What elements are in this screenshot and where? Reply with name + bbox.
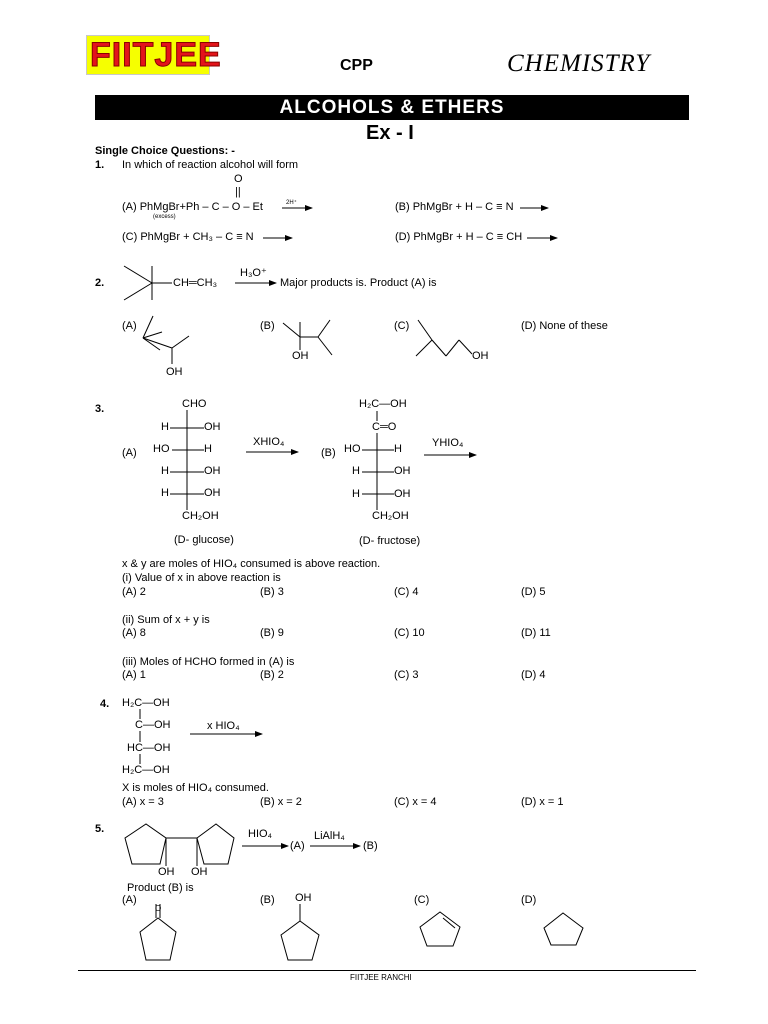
q5-option-a-cyclopentanone xyxy=(140,904,176,960)
glucose-c5-left: H xyxy=(161,487,169,499)
q4-stem: X is moles of HIO₄ consumed. xyxy=(122,782,269,794)
cpp-label: CPP xyxy=(340,57,373,74)
q5-b-oh: OH xyxy=(295,892,312,904)
q2-a-oh: OH xyxy=(166,366,183,378)
q3-number: 3. xyxy=(95,403,105,415)
fructose-c5-left: H xyxy=(352,488,360,500)
q2-number: 2. xyxy=(95,277,105,289)
q2-option-d: (D) None of these xyxy=(521,320,608,332)
q3-i-option-b: (B) 3 xyxy=(260,586,284,598)
q3-iii-option-c: (C) 3 xyxy=(394,669,419,681)
glucose-c6: CH₂OH xyxy=(182,510,219,522)
subject-title: CHEMISTRY xyxy=(507,50,651,77)
q5-text: Product (B) is xyxy=(127,882,194,894)
q2-option-a: (A) xyxy=(122,320,137,332)
footer-text: FIITJEE RANCHI xyxy=(350,973,412,982)
q3-label-b: (B) xyxy=(321,447,336,459)
q1-number: 1. xyxy=(95,159,105,171)
q3-i-option-a: (A) 2 xyxy=(122,586,146,598)
glucose-backbone xyxy=(170,410,204,510)
q5-option-c-cyclopentene xyxy=(420,912,460,946)
q4-row-2: C—OH xyxy=(135,719,171,731)
chapter-title: ALCOHOLS & ETHERS xyxy=(95,95,689,120)
q2-c-oh: OH xyxy=(472,350,489,362)
q1-reagent: 2H⁺ xyxy=(286,200,297,206)
q5-option-b-cyclopentanol xyxy=(281,904,319,960)
q4-number: 4. xyxy=(100,698,110,710)
fructose-name: (D- fructose) xyxy=(359,535,421,547)
q5-reagent-2: LiAlH₄ xyxy=(314,830,345,842)
q5-option-b: (B) xyxy=(260,894,275,906)
q3-ii-option-b: (B) 9 xyxy=(260,627,284,639)
q5-option-a: (A) xyxy=(122,894,137,906)
q1-option-b: (B) PhMgBr + H – C ≡ N xyxy=(395,201,514,213)
q3-i-option-c: (C) 4 xyxy=(394,586,419,598)
footer-rule xyxy=(78,970,696,971)
q3-reagent-y: YHIO₄ xyxy=(432,437,464,449)
glucose-c3-left: HO xyxy=(153,443,170,455)
q2-text: Major products is. Product (A) is xyxy=(280,277,437,289)
q1-carbonyl-bond: || xyxy=(235,186,241,198)
q2-b-oh: OH xyxy=(292,350,309,362)
q2-reagent: H₃O⁺ xyxy=(240,267,267,279)
fructose-c1: H₂C—OH xyxy=(359,398,407,410)
glucose-c4-right: OH xyxy=(204,465,221,477)
q4-option-b: (B) x = 2 xyxy=(260,796,302,808)
q2-option-b: (B) xyxy=(260,320,275,332)
section-heading: Single Choice Questions: - xyxy=(95,145,235,157)
fiitjee-logo: FIITJEE xyxy=(86,35,210,75)
q1-option-d: (D) PhMgBr + H – C ≡ CH xyxy=(395,231,523,243)
q3-i-question: (i) Value of x in above reaction is xyxy=(122,572,281,584)
q5-option-d: (D) xyxy=(521,894,537,906)
q3-i-option-d: (D) 5 xyxy=(521,586,546,598)
q3-stem: x & y are moles of HIO₄ consumed is above reaction. xyxy=(122,558,381,570)
q5-number: 5. xyxy=(95,823,105,835)
fructose-c5-right: OH xyxy=(394,488,411,500)
glucose-c5-right: OH xyxy=(204,487,221,499)
q4-option-d: (D) x = 1 xyxy=(521,796,564,808)
glucose-name: (D- glucose) xyxy=(174,534,234,546)
q5-reactant xyxy=(125,824,234,866)
exercise-label: Ex - I xyxy=(366,122,414,144)
q5-reagent-1: HIO₄ xyxy=(248,828,273,840)
q5-product: (B) xyxy=(363,840,378,852)
q5-oh-2: OH xyxy=(191,866,208,878)
q2-option-c: (C) xyxy=(394,320,410,332)
q3-iii-option-a: (A) 1 xyxy=(122,669,146,681)
q3-ii-option-c: (C) 10 xyxy=(394,627,425,639)
q4-row-1: H₂C—OH xyxy=(122,697,170,709)
glucose-c2-right: OH xyxy=(204,421,221,433)
glucose-c2-left: H xyxy=(161,421,169,433)
q4-row-3: HC—OH xyxy=(127,742,171,754)
fructose-c3-left: HO xyxy=(344,443,361,455)
q3-reagent-x: XHIO₄ xyxy=(253,436,285,448)
fructose-c4-right: OH xyxy=(394,465,411,477)
q3-iii-option-d: (D) 4 xyxy=(521,669,546,681)
fructose-c2: C═O xyxy=(372,421,397,433)
q2-reactant-skeleton xyxy=(124,266,172,300)
q2-option-b-structure xyxy=(283,320,332,355)
q4-option-a: (A) x = 3 xyxy=(122,796,164,808)
q4-row-4: H₂C—OH xyxy=(122,764,170,776)
q3-iii-option-b: (B) 2 xyxy=(260,669,284,681)
glucose-c1: CHO xyxy=(182,398,207,410)
q2-option-a-structure xyxy=(143,316,189,364)
q3-ii-question: (ii) Sum of x + y is xyxy=(122,614,210,626)
q1-option-c: (C) PhMgBr + CH₃ – C ≡ N xyxy=(122,231,254,243)
fructose-c6: CH₂OH xyxy=(372,510,409,522)
q5-option-d-cyclopentane xyxy=(544,913,583,945)
q5-a-oxygen: O xyxy=(155,904,162,913)
q5-oh-1: OH xyxy=(158,866,175,878)
q4-reagent: x HIO₄ xyxy=(207,720,240,732)
fructose-c3-right: H xyxy=(394,443,402,455)
q1-option-a: (A) PhMgBr+Ph – C – O – Et xyxy=(122,201,263,213)
q5-option-c: (C) xyxy=(414,894,430,906)
q2-group: CH═CH₃ xyxy=(173,277,218,289)
q4-option-c: (C) x = 4 xyxy=(394,796,437,808)
q3-iii-question: (iii) Moles of HCHO formed in (A) is xyxy=(122,656,295,668)
glucose-c4-left: H xyxy=(161,465,169,477)
q5-intermediate: (A) xyxy=(290,840,305,852)
glucose-c3-right: H xyxy=(204,443,212,455)
q1-carbonyl-o: O xyxy=(234,173,243,185)
q3-ii-option-d: (D) 11 xyxy=(521,627,551,639)
q3-ii-option-a: (A) 8 xyxy=(122,627,146,639)
q1-text: In which of reaction alcohol will form xyxy=(122,159,299,171)
q3-label-a: (A) xyxy=(122,447,137,459)
q2-option-c-structure xyxy=(416,320,472,356)
q1-excess: (excess) xyxy=(153,214,176,220)
fructose-backbone xyxy=(362,411,397,510)
fructose-c4-left: H xyxy=(352,465,360,477)
